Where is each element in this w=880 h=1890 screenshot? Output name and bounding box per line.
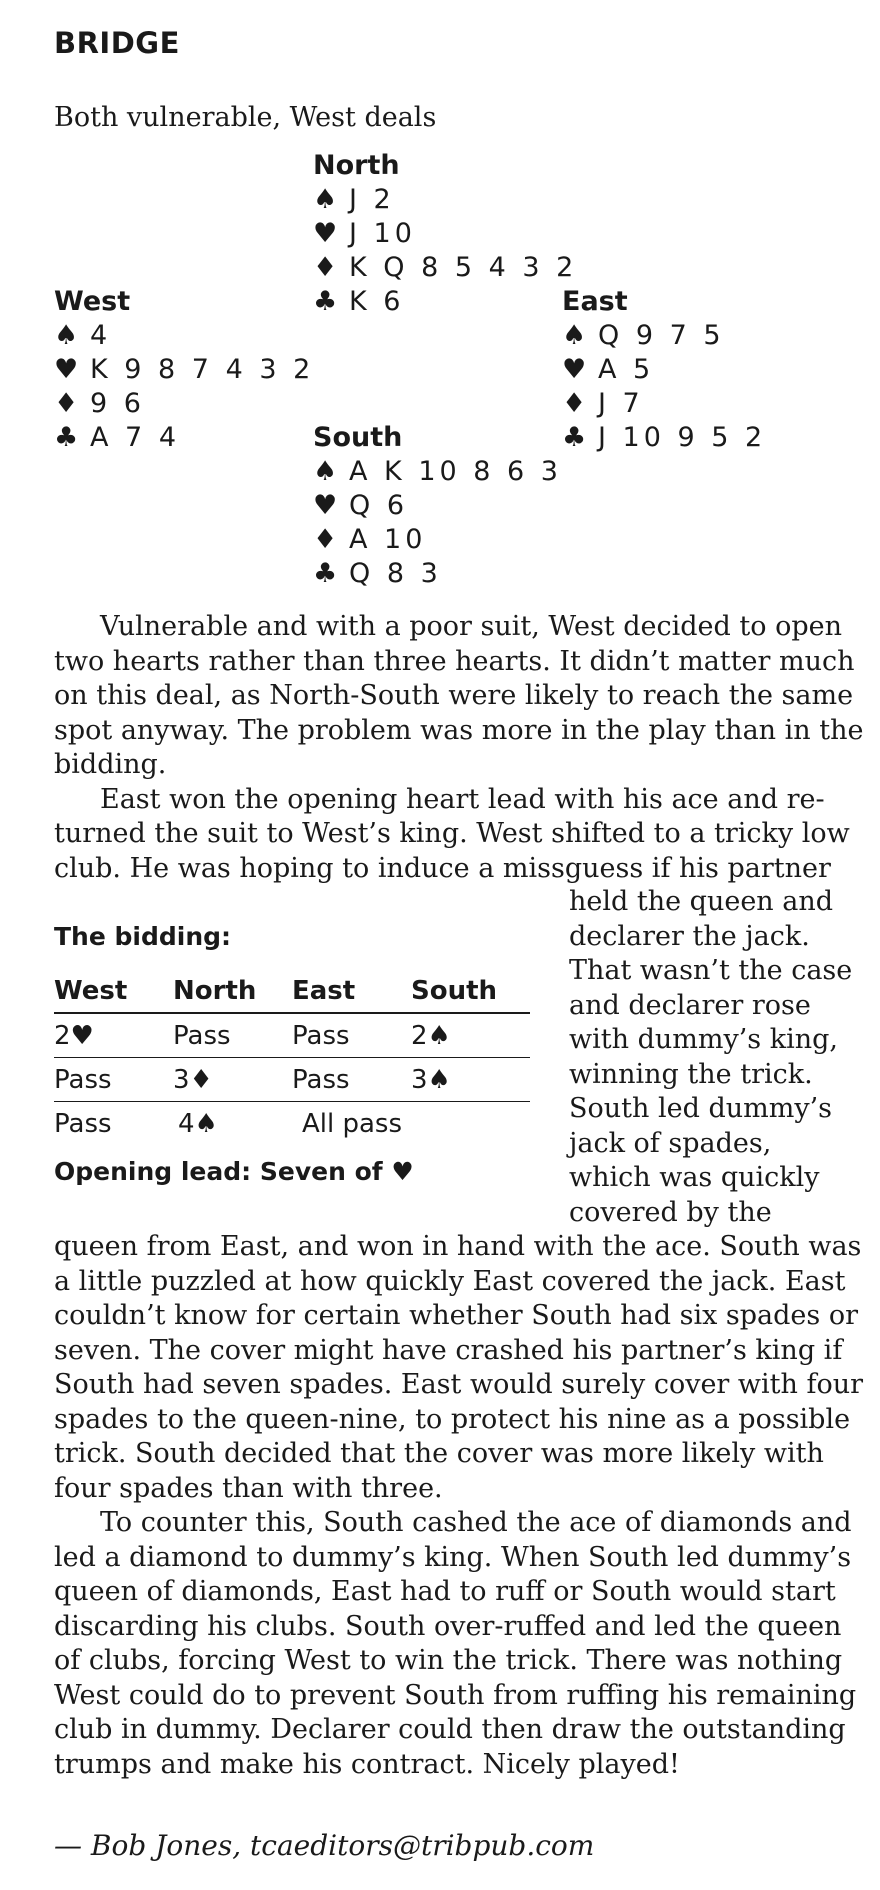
bidding-row (54, 1014, 530, 1058)
bid-cell (173, 1065, 292, 1095)
paragraph-3: To counter this, South cashed the ace of diamonds and led a diamond to dummy’s king. When South led dummy’s queen of diamonds, East had to ruff or South would start discarding his clubs. South over-ruffed and led the queen of clubs, forcing West to win the trick. There was nothing West could do to prevent South from ruffing his remaining club in dummy. Declarer could then draw the outstanding trumps and make his contract. Nicely played! (54, 1507, 857, 1780)
side-line: covered by the (569, 1196, 772, 1228)
article-bottom (54, 1230, 866, 1782)
spade-cards: 4 (90, 320, 112, 351)
column-title: BRIDGE (54, 26, 180, 60)
bidding-row (54, 1058, 530, 1102)
side-line: with dummy’s king, (569, 1024, 838, 1055)
opening-lead (54, 1157, 530, 1186)
heart-icon: ♥ (313, 490, 338, 521)
bidding-row (54, 1102, 530, 1145)
bid-level: 2 (54, 1020, 71, 1051)
spade-cards: A K 10 8 6 3 (349, 456, 562, 487)
bid-level: 3 (173, 1064, 190, 1095)
bidding-header: East (292, 975, 356, 1006)
spade-icon: ♠ (427, 1020, 451, 1051)
author-signature: — Bob Jones, tcaeditors@tribpub.com (54, 1829, 595, 1862)
spade-icon: ♠ (562, 320, 587, 351)
bidding-box (54, 922, 530, 1186)
hand-name: North (313, 150, 400, 181)
hand-name: South (313, 422, 403, 453)
diamond-icon: ♦ (562, 388, 587, 419)
side-line: jack of spades, (569, 1127, 772, 1159)
heart-icon: ♥ (313, 218, 338, 249)
club-icon: ♣ (562, 422, 587, 453)
east-hand (562, 285, 766, 455)
spade-icon: ♠ (313, 184, 338, 215)
hand-name: West (54, 286, 131, 317)
west-hand (54, 285, 314, 455)
diamond-icon: ♦ (189, 1064, 213, 1095)
heart-icon: ♥ (70, 1020, 94, 1051)
diamond-icon: ♦ (313, 252, 338, 283)
club-icon: ♣ (54, 422, 79, 453)
bidding-header: South (411, 975, 498, 1006)
spade-cards: Q 9 7 5 (598, 320, 725, 351)
diamond-cards: K Q 8 5 4 3 2 (349, 252, 578, 283)
bid-cell: Pass (292, 1020, 350, 1051)
diamond-cards: 9 6 (90, 388, 145, 419)
paragraph-2-line: club. He was hoping to induce a missguess if his partner (54, 852, 831, 884)
club-cards: A 7 4 (90, 422, 180, 453)
diamond-icon: ♦ (54, 388, 79, 419)
diamond-cards: J 7 (598, 388, 644, 419)
club-cards: J 10 9 5 2 (598, 422, 767, 453)
club-icon: ♣ (313, 286, 338, 317)
north-hand (313, 149, 577, 319)
diamond-cards: A 10 (349, 524, 427, 555)
heart-cards: K 9 8 7 4 3 2 (90, 354, 315, 385)
paragraph-2-line: East won the opening heart lead with his ace and re- (100, 783, 825, 815)
spade-cards: J 2 (349, 184, 395, 215)
bid-cell (411, 1065, 530, 1095)
heart-cards: A 5 (598, 354, 655, 385)
bidding-title: The bidding: (54, 922, 232, 951)
side-line: South led dummy’s (569, 1093, 833, 1124)
side-line: winning the trick. (569, 1058, 813, 1090)
hand-name: East (562, 286, 628, 317)
side-line: and declarer rose (569, 989, 811, 1021)
bid-cell (411, 1021, 530, 1051)
side-line: declarer the jack. (569, 920, 810, 952)
bid-level: 4 (178, 1108, 195, 1139)
south-hand (313, 421, 562, 591)
spade-icon: ♠ (313, 456, 338, 487)
diamond-icon: ♦ (313, 524, 338, 555)
side-line: held the queen and (569, 886, 834, 917)
spade-icon: ♠ (427, 1064, 451, 1095)
bid-cell: Pass (54, 1108, 112, 1139)
bid-level: 3 (411, 1064, 428, 1095)
heart-icon: ♥ (391, 1157, 414, 1186)
bid-cell: Pass (292, 1064, 350, 1095)
opening-lead-text: Opening lead: Seven of (54, 1157, 392, 1186)
heart-cards: Q 6 (349, 490, 409, 521)
heart-cards: J 10 (349, 218, 416, 249)
article-side-column (569, 885, 869, 1230)
bid-cell: Pass (54, 1064, 112, 1095)
club-cards: Q 8 3 (349, 558, 442, 589)
bid-level: 2 (411, 1020, 428, 1051)
heart-icon: ♥ (54, 354, 79, 385)
bidding-header: North (173, 975, 257, 1006)
side-line: That wasn’t the case (569, 955, 853, 986)
spade-icon: ♠ (194, 1108, 218, 1139)
paragraph-2-line: turned the suit to West’s king. West shifted to a tricky low (54, 818, 850, 849)
side-line: which was quickly (569, 1162, 820, 1193)
spade-icon: ♠ (54, 320, 79, 351)
bid-cell: All pass (302, 1108, 403, 1139)
article-top (54, 610, 866, 886)
club-cards: K 6 (349, 286, 405, 317)
vulnerability-line: Both vulnerable, West deals (54, 102, 437, 133)
bid-cell (178, 1109, 302, 1139)
bidding-header-row (54, 969, 530, 1014)
heart-icon: ♥ (562, 354, 587, 385)
bid-cell (54, 1021, 173, 1051)
paragraph-1: Vulnerable and with a poor suit, West decided to open two hearts rather than three hearts. It didn’t matter much on this deal, as North-South were likely to reach the same spot anyway. The problem was more in the play than in the bidding. (54, 611, 864, 780)
bid-cell: Pass (173, 1020, 231, 1051)
paragraph-2-rest: queen from East, and won in hand with the ace. South was a little puzzled at how quickly East covered the jack. East couldn’t know for certain whether South had six spades or seven. The cover might have crashed his partner’s king if South had seven spades. East would surely cover with four spades to the queen-nine, to protect his nine as a possible trick. South decided that the cover was more likely with four spades than with three. (54, 1231, 864, 1504)
club-icon: ♣ (313, 558, 338, 589)
bidding-header: West (54, 975, 128, 1006)
